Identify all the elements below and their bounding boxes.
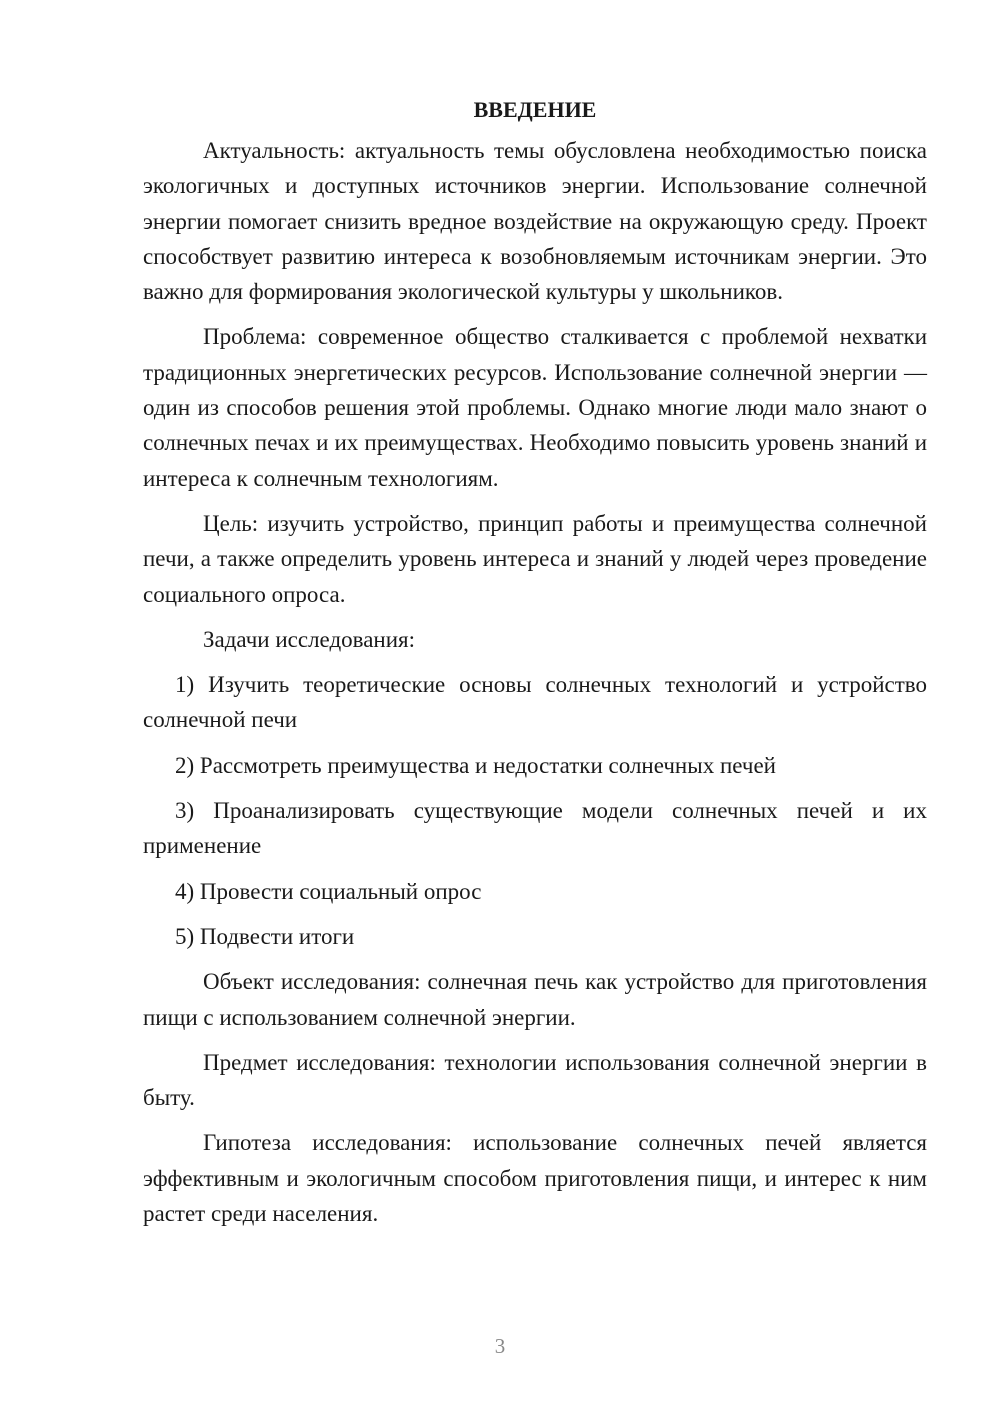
task-item: 4) Провести социальный опрос bbox=[175, 878, 482, 904]
tasks-heading: Задачи исследования: bbox=[203, 626, 416, 652]
object-paragraph: Объект исследования: солнечная печь как устройство для приготовления пищи с использованием солнечной энергии. bbox=[143, 969, 927, 1030]
page-content bbox=[143, 92, 927, 1241]
task-item: 1) Изучить теоретические основы солнечных технологий и устройство солнечной печи bbox=[143, 672, 927, 733]
task-item: 5) Подвести итоги bbox=[175, 923, 355, 949]
relevance-paragraph: Актуальность: актуальность темы обусловлена необходимостью поиска экологичных и доступных источников энергии. Использование солнечной энергии помогает снизить вредное воздействие на окружающую среду. Проект способствует развитию интереса к возобновляемым источникам энергии. Это важно для формирования экологической культуры у школьников. bbox=[143, 138, 927, 305]
subject-paragraph: Предмет исследования: технологии использования солнечной энергии в быту. bbox=[143, 1049, 927, 1111]
task-item: 2) Рассмотреть преимущества и недостатки солнечных печей bbox=[175, 752, 776, 778]
section-title: ВВЕДЕНИЕ bbox=[473, 97, 597, 122]
page-number: 3 bbox=[494, 1334, 506, 1358]
hypothesis-paragraph: Гипотеза исследования: использование солнечных печей является эффективным и экологичным способом приготовления пищи, и интерес к ним растет среди населения. bbox=[143, 1130, 927, 1227]
problem-paragraph: Проблема: современное общество сталкивается с проблемой нехватки традиционных энергетических ресурсов. Использование солнечной энергии — один из способов решения этой проблемы. Однако многие люди мало знают о солнечных печах и их преимуществах. Необходимо повысить уровень знаний и интереса к солнечным технологиям. bbox=[143, 324, 927, 491]
task-item: 3) Проанализировать существующие модели солнечных печей и их применение bbox=[143, 798, 927, 859]
goal-paragraph: Цель: изучить устройство, принцип работы и преимущества солнечной печи, а также определить уровень интереса и знаний у людей через проведение социального опроса. bbox=[143, 510, 927, 607]
